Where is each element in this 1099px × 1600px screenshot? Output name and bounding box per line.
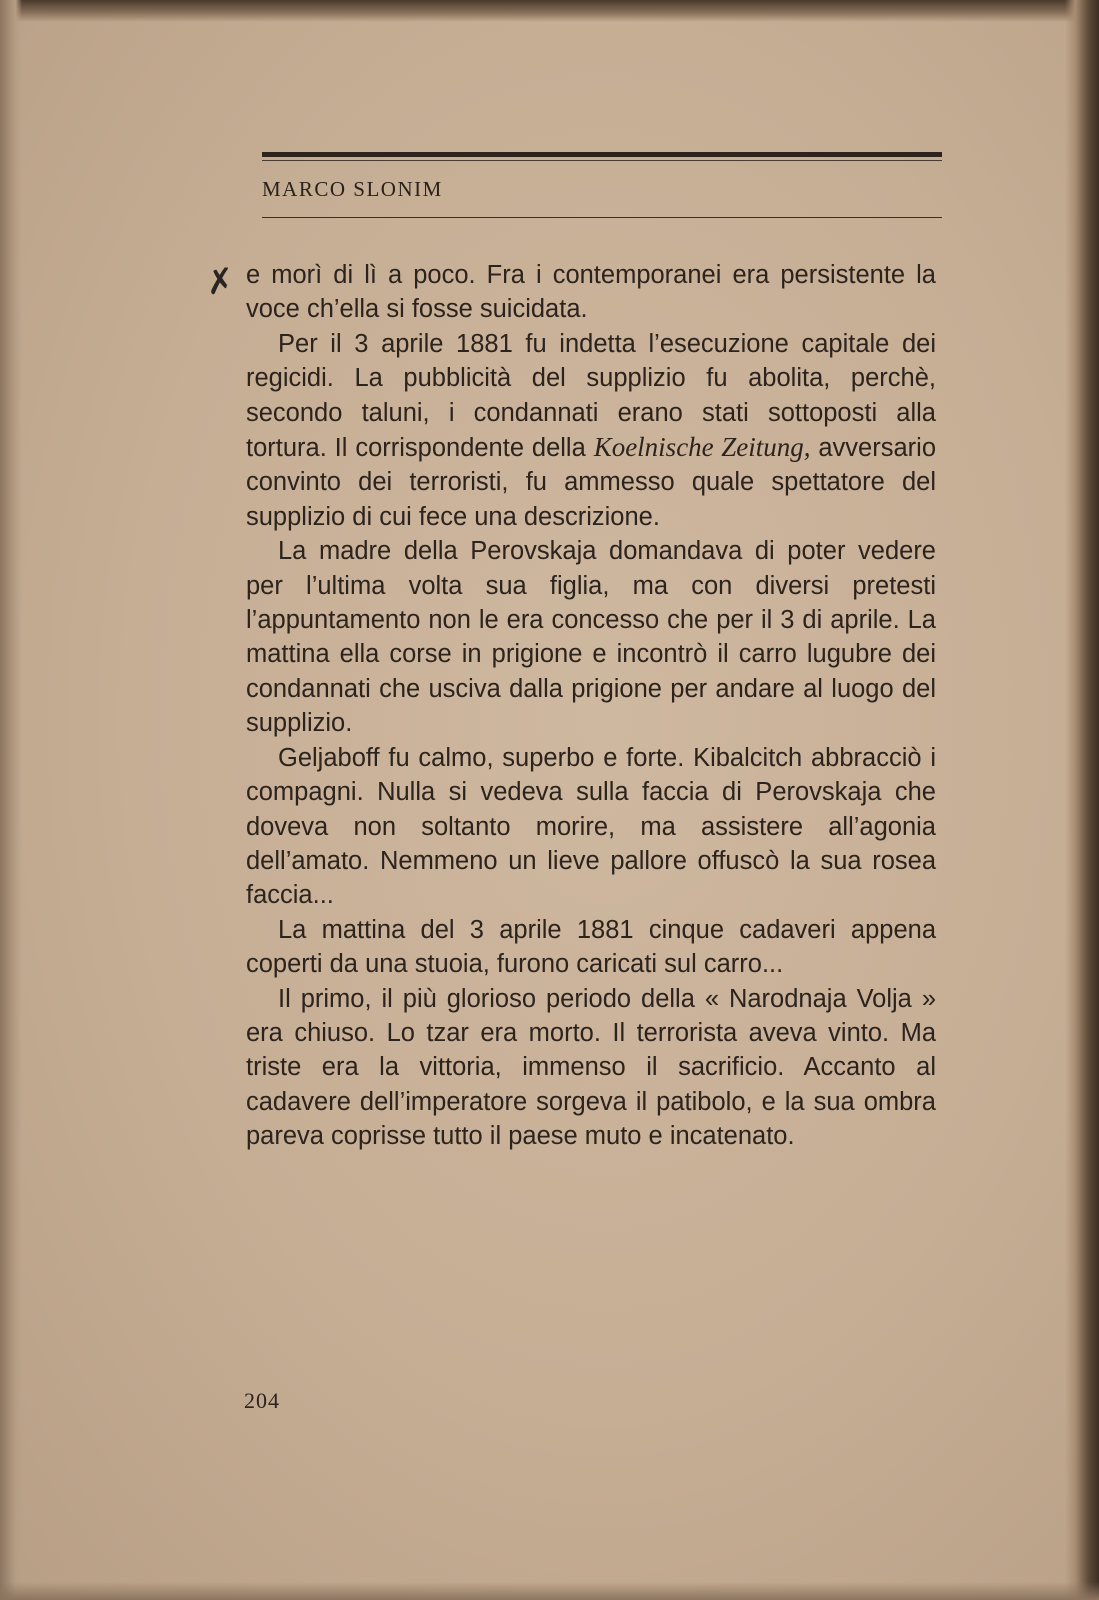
paragraph-6 — [246, 982, 936, 1154]
newspaper-title-italic: Koelnische Zeitung, — [593, 432, 811, 463]
paragraph-text: Geljaboff fu calmo, superbo e forte. Kibalcitch abbracciò i compagni. Nulla si vedeva sulla faccia di Perovskaja che doveva non soltanto morire, ma assistere all’agonia dell’amato. Nemmeno un lieve pallore offuscò la sua rosea faccia... — [246, 743, 936, 910]
page-right-edge — [1065, 0, 1099, 1600]
paragraph-text: e morì di lì a poco. Fra i contemporanei era persistente la voce ch’ella si fosse suicidata. — [246, 261, 936, 324]
paragraph-text: La madre della Perovskaja domandava di poter vedere per l’ultima volta sua figlia, ma con diversi pretesti l’appuntamento non le era concesso che per il 3 di aprile. La mattina ella corse in prigione e incontrò il carro lugubre dei condannati che usciva dalla prigione per andare al luogo del supplizio. — [246, 537, 936, 738]
paragraph-text: La mattina del 3 aprile 1881 cinque cadaveri appena coperti da una stuoia, furono caricati sul carro... — [246, 915, 936, 979]
page-bottom-edge — [0, 1582, 1099, 1600]
header-rule-thin — [262, 160, 942, 161]
handwritten-check-mark: ✗ — [203, 260, 238, 304]
paragraph-3 — [246, 534, 936, 740]
running-head — [262, 152, 942, 218]
paragraph-text: avversario convinto dei terroristi, fu ammesso quale spettatore del supplizio di cui fece una descrizione. — [246, 434, 937, 531]
header-rule-thick — [262, 152, 942, 157]
running-head-title: MARCO SLONIM — [262, 177, 443, 201]
page-number: 204 — [244, 1388, 280, 1413]
body-text — [246, 258, 936, 1154]
header-rule-bottom — [262, 217, 942, 218]
paragraph-1 — [246, 258, 936, 327]
paragraph-4 — [246, 741, 936, 913]
paragraph-text: Per il 3 aprile 1881 fu indetta l’esecuzione capitale dei regicidi. La pubblicità del supplizio fu abolita, perchè, secondo taluni, i condannati erano stati sottoposti alla tortura. Il corrispondente della — [246, 329, 936, 463]
paragraph-text: Il primo, il più glorioso periodo della « Narodnaja Volja » era chiuso. Lo tzar era morto. Il terrorista aveva vinto. Ma triste era la vittoria, immenso il sacrificio. Accanto al cadavere dell’imperatore sorgeva il patibolo, e la sua ombra pareva coprisse tutto il paese muto e incatenato. — [246, 984, 936, 1151]
paragraph-2 — [246, 327, 936, 534]
page-top-edge — [0, 0, 1099, 22]
paragraph-5 — [246, 913, 936, 982]
page-left-edge — [0, 0, 22, 1600]
